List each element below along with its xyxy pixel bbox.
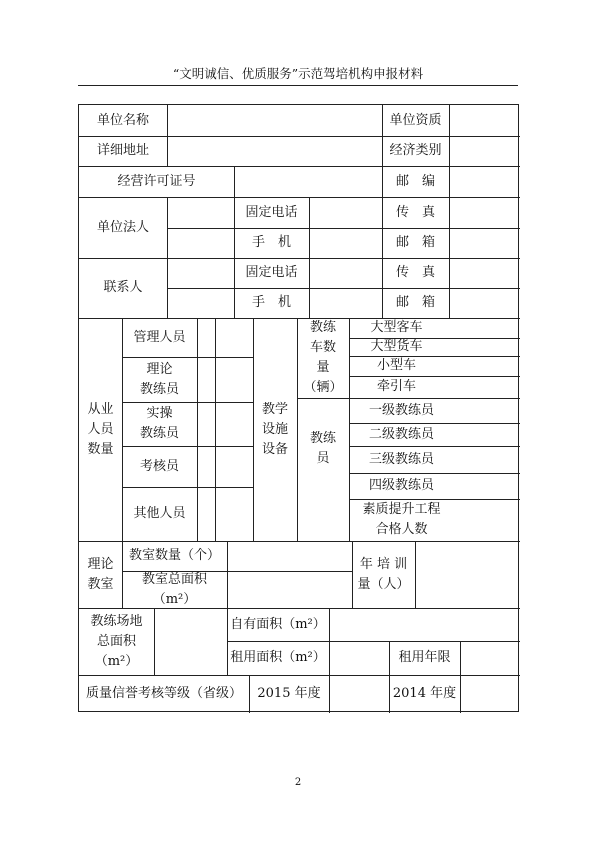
label-lease-years: 租用年限 xyxy=(398,650,451,665)
grid-line xyxy=(167,197,168,318)
grid-line xyxy=(167,228,520,229)
label-level4-instructor: 四级教练员 xyxy=(368,478,434,493)
label-legal-landline: 固定电话 xyxy=(245,204,298,220)
grid-line xyxy=(460,641,461,675)
label-postcode: 邮 编 xyxy=(395,173,435,189)
grid-line xyxy=(449,166,450,197)
label-vehicle-count: 教练 车数 量 （辆） xyxy=(303,320,343,395)
label-practice-instructor: 实操 教练员 xyxy=(139,406,179,441)
label-level2-instructor: 二级教练员 xyxy=(368,426,434,442)
label-annual-training: 年 培 训 量（人） xyxy=(357,556,410,592)
label-leased-area: 租用面积（m²） xyxy=(230,650,326,665)
application-form-table xyxy=(78,104,519,712)
grid-line xyxy=(449,197,450,318)
grid-line xyxy=(234,166,235,197)
label-staff-count: 从业 人员 数量 xyxy=(87,401,114,457)
label-small-car: 小型车 xyxy=(376,358,416,373)
label-examiner: 考核员 xyxy=(139,458,179,474)
label-contact-email: 邮 箱 xyxy=(395,295,435,310)
label-legal-email: 邮 箱 xyxy=(395,235,435,250)
label-theory-classroom: 理论 教室 xyxy=(87,556,114,592)
grid-line xyxy=(415,541,416,608)
header-rule xyxy=(78,85,518,86)
label-economic-type: 经济类别 xyxy=(389,143,442,158)
label-unit-name: 单位名称 xyxy=(96,112,149,128)
label-classroom-count: 教室数量（个） xyxy=(128,548,220,563)
grid-line xyxy=(167,105,168,166)
label-legal-person: 单位法人 xyxy=(96,219,149,235)
label-level3-instructor: 三级教练员 xyxy=(368,451,434,467)
grid-line xyxy=(309,197,310,318)
label-training-ground-area: 教练场地 总面积 （m²） xyxy=(90,613,143,669)
grid-line xyxy=(227,541,228,608)
label-address: 详细地址 xyxy=(96,143,149,158)
grid-line xyxy=(329,675,330,713)
label-quality-project: 素质提升工程 合格人数 xyxy=(362,502,441,537)
label-teaching-facilities: 教学 设施 设备 xyxy=(261,401,288,457)
grid-line xyxy=(167,288,520,289)
label-managers: 管理人员 xyxy=(133,329,186,345)
label-owned-area: 自有面积（m²） xyxy=(230,616,326,632)
document-header: “文明诚信、优质服务”示范驾培机构申报材料 xyxy=(172,66,424,81)
label-license-no: 经营许可证号 xyxy=(117,173,196,189)
label-contact-fax: 传 真 xyxy=(395,265,435,280)
label-level1-instructor: 一级教练员 xyxy=(368,402,434,418)
grid-line xyxy=(197,318,198,541)
label-theory-instructor: 理论 教练员 xyxy=(139,361,179,397)
label-contact-landline: 固定电话 xyxy=(245,265,298,280)
label-other-staff: 其他人员 xyxy=(133,506,186,521)
label-year-2015: 2015 年度 xyxy=(257,686,321,701)
grid-line xyxy=(329,608,330,675)
label-year-2014: 2014 年度 xyxy=(392,686,457,701)
label-large-truck: 大型货车 xyxy=(370,339,423,354)
label-instructor: 教练 员 xyxy=(309,430,336,466)
label-credit-rating: 质量信誉考核等级（省级） xyxy=(85,686,242,701)
label-legal-fax: 传 真 xyxy=(395,204,435,220)
label-unit-qualification: 单位资质 xyxy=(389,112,442,128)
label-legal-mobile: 手 机 xyxy=(251,235,291,250)
label-large-bus: 大型客车 xyxy=(370,320,423,335)
grid-line xyxy=(215,318,216,541)
page-number: 2 xyxy=(294,777,302,788)
grid-line xyxy=(449,105,450,166)
label-tractor: 牵引车 xyxy=(376,379,416,394)
grid-line xyxy=(154,608,155,675)
label-contact-mobile: 手 机 xyxy=(251,295,291,310)
label-classroom-area: 教室总面积 （m²） xyxy=(141,571,207,607)
grid-line xyxy=(460,675,461,713)
label-contact: 联系人 xyxy=(103,280,143,295)
